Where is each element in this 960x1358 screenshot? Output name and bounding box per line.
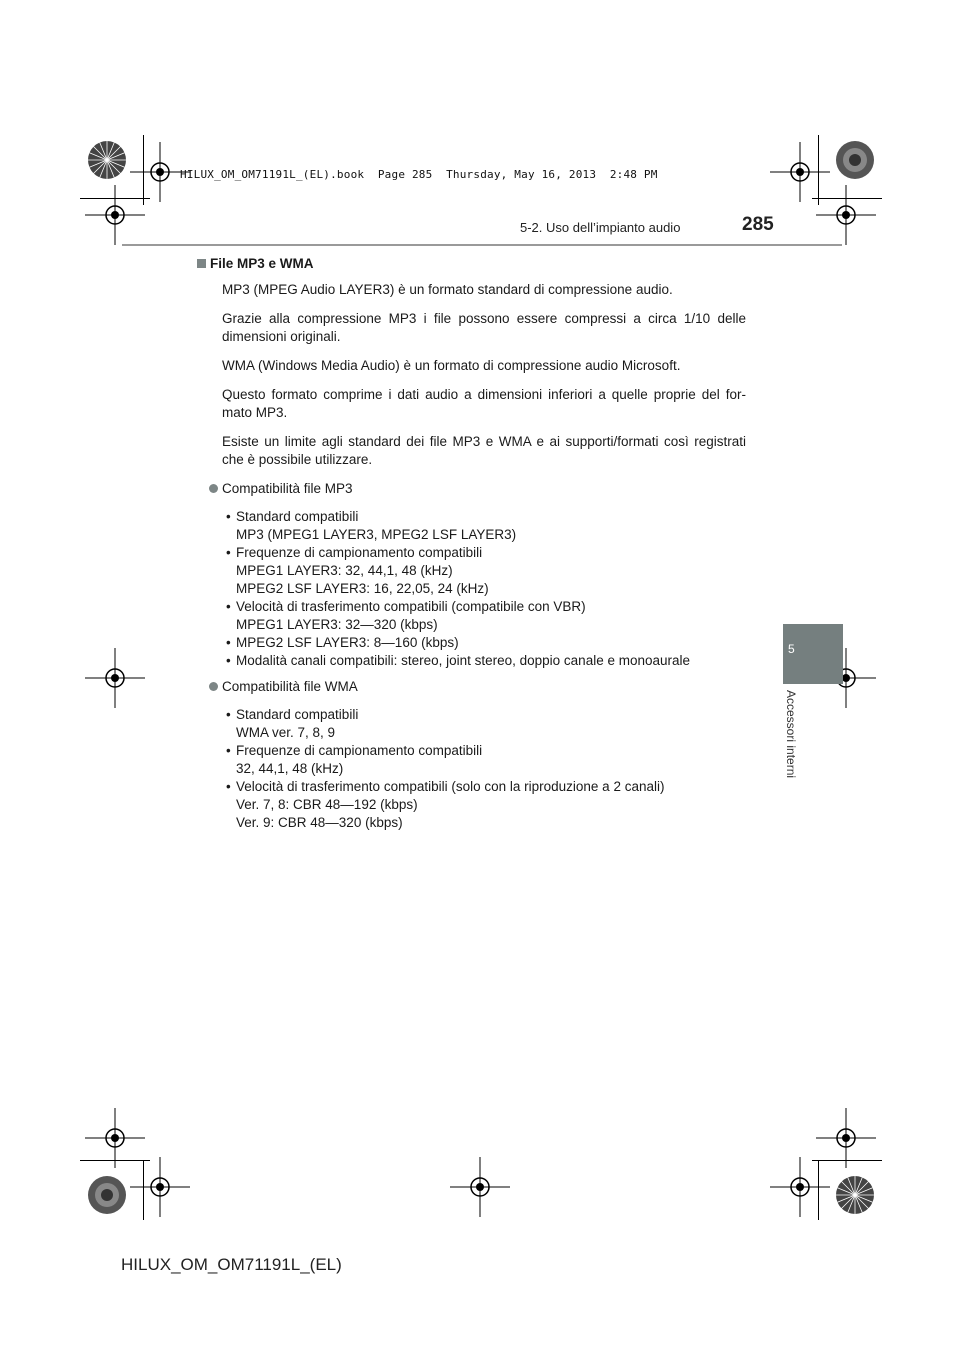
registration-rosette-icon	[835, 140, 875, 180]
subsection-title-text: Compatibilità file MP3	[222, 481, 353, 496]
registration-crosshair-icon	[770, 1157, 830, 1217]
registration-rosette-icon	[87, 1175, 127, 1215]
square-bullet-icon	[197, 259, 206, 268]
list-item-line: Frequenze di campionamento compatibili	[236, 545, 483, 560]
list-item: • Standard compatibili WMA ver. 7, 8, 9	[222, 706, 746, 742]
list-item: • Frequenze di campionamento compatibili 32, 44,1, 48 (kHz)	[222, 742, 746, 778]
paragraph: Esiste un limite agli standard dei file MP3 e WMA e ai supporti/formati così registrati che è possibile utilizzare.	[222, 434, 746, 467]
chapter-tab-label-wrap	[780, 690, 804, 850]
list-item: • Frequenze di campionamento compatibili MPEG1 LAYER3: 32, 44,1, 48 (kHz) MPEG2 LSF LAYER3: 16, 22,05, 24 (kHz)	[222, 544, 746, 598]
list-item-line: MPEG2 LSF LAYER3: 16, 22,05, 24 (kHz)	[236, 581, 489, 596]
paragraph: WMA (Windows Media Audio) è un formato di compressione audio Microsoft.	[222, 358, 681, 373]
document-code: HILUX_OM_OM71191L_(EL)	[121, 1255, 342, 1274]
registration-crosshair-icon	[816, 185, 876, 245]
list-item-line: Standard compatibili	[236, 509, 359, 524]
list-item-line: Frequenze di campionamento compatibili	[236, 743, 483, 758]
header-divider	[122, 244, 842, 246]
list-item-line: MPEG1 LAYER3: 32—320 (kbps)	[236, 617, 438, 632]
registration-rosette-icon	[835, 1175, 875, 1215]
registration-crosshair-icon	[130, 1157, 190, 1217]
page-content	[210, 255, 746, 840]
wma-spec-list	[222, 706, 746, 832]
circle-bullet-icon	[209, 484, 218, 493]
list-item-line: Velocità di trasferimento compatibili (solo con la riproduzione a 2 canali)	[236, 779, 665, 794]
page-number: 285	[742, 214, 774, 235]
list-item: • MPEG2 LSF LAYER3: 8—160 (kbps)	[222, 634, 746, 652]
list-item-line: Modalità canali compatibili: stereo, joint stereo, doppio canale e monoaurale	[236, 653, 691, 668]
subsection-title-text: Compatibilità file WMA	[222, 679, 358, 694]
list-item: • Velocità di trasferimento compatibili (compatibile con VBR) MPEG1 LAYER3: 32—320 (kbps)	[222, 598, 746, 634]
list-item-line: MP3 (MPEG1 LAYER3, MPEG2 LSF LAYER3)	[236, 527, 517, 542]
book-file-info: HILUX_OM_OM71191L_(EL).book Page 285 Thursday, May 16, 2013 2:48 PM	[180, 168, 658, 181]
list-item-line: Ver. 9: CBR 48—320 (kbps)	[236, 815, 403, 830]
registration-crosshair-icon	[85, 648, 145, 708]
circle-bullet-icon	[209, 682, 218, 691]
subsection-title-wma	[222, 678, 746, 696]
list-item: • Standard compatibili MP3 (MPEG1 LAYER3, MPEG2 LSF LAYER3)	[222, 508, 746, 544]
list-item: • Modalità canali compatibili: stereo, joint stereo, doppio canale e monoaurale	[222, 652, 746, 670]
paragraph: MP3 (MPEG Audio LAYER3) è un formato standard di compressione audio.	[222, 282, 673, 297]
list-item-line: MPEG2 LSF LAYER3: 8—160 (kbps)	[236, 635, 459, 650]
list-item-line: WMA ver. 7, 8, 9	[236, 725, 336, 740]
registration-crosshair-icon	[85, 185, 145, 245]
list-item-line: MPEG1 LAYER3: 32, 44,1, 48 (kHz)	[236, 563, 453, 578]
registration-rosette-icon	[87, 140, 127, 180]
list-item-line: Velocità di trasferimento compatibili (compatibile con VBR)	[236, 599, 586, 614]
list-item: • Velocità di trasferimento compatibili (solo con la riproduzione a 2 canali) Ver. 7, 8: CBR 48—192 (kbps) Ver. 9: CBR 48—320 (kbps)	[222, 778, 746, 832]
chapter-tab-number: 5	[788, 642, 795, 656]
section-title	[210, 255, 746, 273]
subsection-title-mp3	[222, 480, 746, 498]
section-title-text: File MP3 e WMA	[210, 256, 314, 271]
list-item-line: 32, 44,1, 48 (kHz)	[236, 761, 344, 776]
list-item-line: Ver. 7, 8: CBR 48—192 (kbps)	[236, 797, 418, 812]
registration-crosshair-icon	[450, 1157, 510, 1217]
paragraph: Grazie alla compressione MP3 i file possono essere compressi a circa 1/10 delle dimensioni originali.	[222, 311, 746, 344]
paragraph: Questo formato comprime i dati audio a dimensioni inferiori a quelle proprie del for-mato MP3.	[222, 387, 746, 420]
list-item-line: Standard compatibili	[236, 707, 359, 722]
chapter-tab-label: Accessori interni	[784, 690, 798, 779]
mp3-spec-list	[222, 508, 746, 670]
running-header-section: 5-2. Uso dell’impianto audio	[520, 220, 681, 235]
